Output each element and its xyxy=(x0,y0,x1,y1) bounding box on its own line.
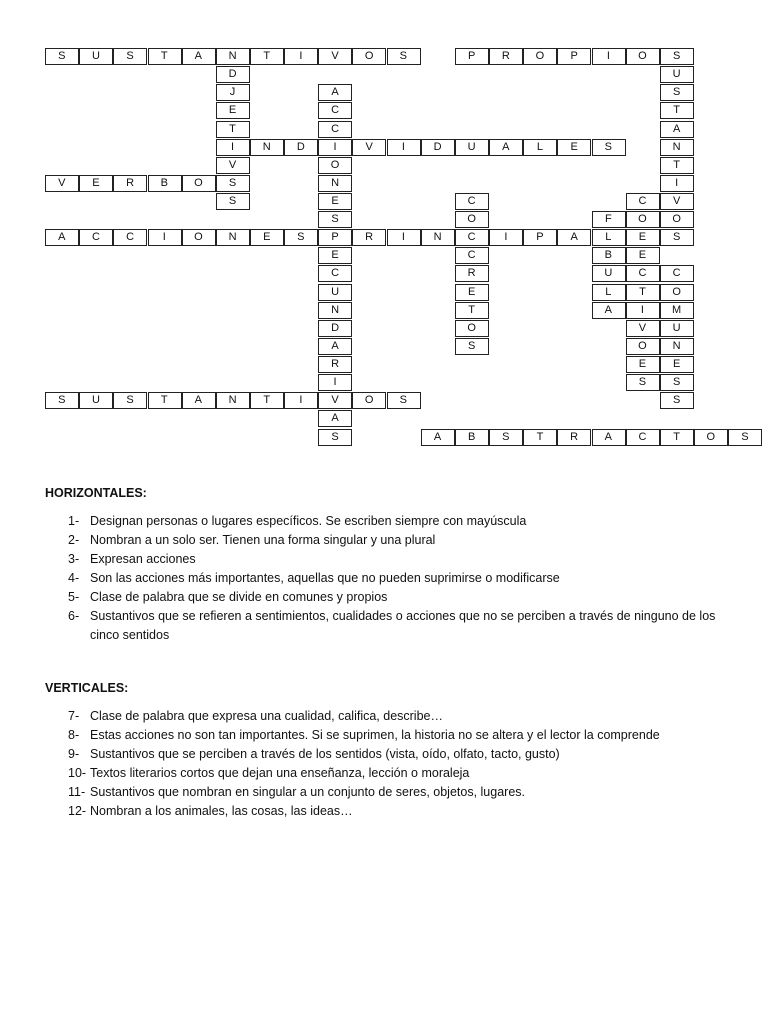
crossword-cell: E xyxy=(626,356,660,373)
crossword-cell: S xyxy=(113,48,147,65)
crossword-cell: J xyxy=(216,84,250,101)
crossword-cell: S xyxy=(728,429,762,446)
crossword-cell: S xyxy=(45,48,79,65)
clue-number: 7- xyxy=(68,709,80,723)
clue-text: Sustantivos que se refieren a sentimientos, cualidades o acciones que no se perciben a través de ninguno de los cinco sentidos xyxy=(90,609,716,642)
crossword-cell: T xyxy=(250,48,284,65)
clue-number: 2- xyxy=(68,533,80,547)
crossword-cell: S xyxy=(489,429,523,446)
clue-text: Sustantivos que nombran en singular a un conjunto de seres, objetos, lugares. xyxy=(90,785,525,799)
crossword-cell: V xyxy=(318,392,352,409)
crossword-cell: T xyxy=(148,392,182,409)
crossword-cell: S xyxy=(592,139,626,156)
clue-number: 9- xyxy=(68,747,80,761)
clue-number: 8- xyxy=(68,728,80,742)
crossword-cell: E xyxy=(250,229,284,246)
clue-number: 12- xyxy=(68,804,87,818)
crossword-cell: O xyxy=(352,48,386,65)
crossword-cell: S xyxy=(387,392,421,409)
crossword-cell: A xyxy=(182,48,216,65)
crossword-cell: E xyxy=(557,139,591,156)
crossword-cell: S xyxy=(284,229,318,246)
clue-item xyxy=(68,726,735,745)
crossword-cell: I xyxy=(148,229,182,246)
crossword-cell: U xyxy=(79,48,113,65)
crossword-cell: T xyxy=(660,102,694,119)
crossword-cell: C xyxy=(113,229,147,246)
crossword-cell: A xyxy=(421,429,455,446)
crossword-cell: N xyxy=(660,338,694,355)
crossword-cell: R xyxy=(557,429,591,446)
clue-number: 4- xyxy=(68,571,80,585)
crossword-cell: R xyxy=(455,265,489,282)
clue-text: Clase de palabra que se divide en comunes y propios xyxy=(90,590,388,604)
clue-number: 6- xyxy=(68,609,80,623)
clue-item xyxy=(68,707,735,726)
crossword-cell: S xyxy=(660,229,694,246)
crossword-cell: C xyxy=(626,265,660,282)
crossword-cell: U xyxy=(79,392,113,409)
crossword-cell: P xyxy=(455,48,489,65)
crossword-cell: E xyxy=(660,356,694,373)
crossword-cell: I xyxy=(592,48,626,65)
crossword-cell: S xyxy=(318,211,352,228)
clue-item xyxy=(68,745,735,764)
crossword-cell: O xyxy=(626,338,660,355)
crossword-cell: U xyxy=(660,320,694,337)
clue-text: Clase de palabra que expresa una cualidad, califica, describe… xyxy=(90,709,443,723)
crossword-cell: P xyxy=(318,229,352,246)
clue-item xyxy=(68,764,735,783)
crossword-cell: O xyxy=(660,211,694,228)
clue-item xyxy=(68,531,735,550)
crossword-cell: I xyxy=(216,139,250,156)
crossword-cell: I xyxy=(387,139,421,156)
crossword-cell: I xyxy=(387,229,421,246)
crossword-cell: V xyxy=(45,175,79,192)
crossword-cell: U xyxy=(455,139,489,156)
crossword-cell: S xyxy=(216,193,250,210)
crossword-cell: A xyxy=(45,229,79,246)
clue-text: Nombran a los animales, las cosas, las ideas… xyxy=(90,804,353,818)
crossword-cell: B xyxy=(455,429,489,446)
crossword-cell: E xyxy=(455,284,489,301)
crossword-cell: E xyxy=(318,247,352,264)
crossword-cell: C xyxy=(455,247,489,264)
crossword-cell: N xyxy=(421,229,455,246)
crossword-cell: C xyxy=(455,193,489,210)
clue-text: Sustantivos que se perciben a través de los sentidos (vista, oído, olfato, tacto, gusto) xyxy=(90,747,560,761)
crossword-grid xyxy=(0,0,768,443)
crossword-cell: N xyxy=(318,302,352,319)
crossword-cell: D xyxy=(284,139,318,156)
crossword-cell: I xyxy=(660,175,694,192)
clue-item xyxy=(68,607,735,645)
crossword-cell: T xyxy=(523,429,557,446)
crossword-cell: M xyxy=(660,302,694,319)
crossword-cell: V xyxy=(626,320,660,337)
crossword-cell: S xyxy=(626,374,660,391)
clue-text: Son las acciones más importantes, aquellas que no pueden suprimirse o modificarse xyxy=(90,571,560,585)
clue-item xyxy=(68,588,735,607)
crossword-cell: C xyxy=(318,102,352,119)
crossword-cell: U xyxy=(660,66,694,83)
crossword-cell: T xyxy=(455,302,489,319)
crossword-cell: V xyxy=(318,48,352,65)
crossword-cell: O xyxy=(523,48,557,65)
crossword-cell: S xyxy=(455,338,489,355)
crossword-cell: C xyxy=(455,229,489,246)
crossword-cell: N xyxy=(318,175,352,192)
clue-item xyxy=(68,512,735,531)
clue-text: Expresan acciones xyxy=(90,552,196,566)
crossword-cell: I xyxy=(318,374,352,391)
crossword-cell: C xyxy=(660,265,694,282)
crossword-cell: O xyxy=(694,429,728,446)
crossword-cell: L xyxy=(592,284,626,301)
crossword-cell: P xyxy=(523,229,557,246)
crossword-cell: F xyxy=(592,211,626,228)
crossword-cell: O xyxy=(318,157,352,174)
crossword-cell: E xyxy=(79,175,113,192)
crossword-cell: E xyxy=(626,229,660,246)
crossword-cell: L xyxy=(523,139,557,156)
crossword-cell: C xyxy=(79,229,113,246)
crossword-cell: C xyxy=(626,193,660,210)
crossword-cell: R xyxy=(352,229,386,246)
crossword-cell: V xyxy=(352,139,386,156)
clue-text: Nombran a un solo ser. Tienen una forma singular y una plural xyxy=(90,533,436,547)
crossword-cell: E xyxy=(216,102,250,119)
crossword-cell: B xyxy=(148,175,182,192)
crossword-cell: O xyxy=(626,48,660,65)
crossword-cell: O xyxy=(352,392,386,409)
crossword-cell: S xyxy=(45,392,79,409)
crossword-cell: N xyxy=(216,48,250,65)
horizontal-clue-list xyxy=(68,512,735,645)
crossword-cell: I xyxy=(284,48,318,65)
crossword-cell: T xyxy=(660,429,694,446)
crossword-cell: N xyxy=(216,229,250,246)
crossword-cell: D xyxy=(216,66,250,83)
clue-number: 11- xyxy=(68,785,86,799)
crossword-cell: A xyxy=(660,121,694,138)
crossword-cell: S xyxy=(216,175,250,192)
crossword-cell: A xyxy=(318,410,352,427)
crossword-cell: O xyxy=(455,211,489,228)
vertical-heading: VERTICALES: xyxy=(45,681,129,695)
clue-number: 5- xyxy=(68,590,80,604)
crossword-cell: S xyxy=(387,48,421,65)
crossword-cell: E xyxy=(626,247,660,264)
crossword-cell: S xyxy=(660,84,694,101)
crossword-cell: I xyxy=(284,392,318,409)
crossword-cell: B xyxy=(592,247,626,264)
crossword-cell: N xyxy=(660,139,694,156)
clue-number: 1- xyxy=(68,514,80,528)
crossword-cell: D xyxy=(421,139,455,156)
crossword-cell: O xyxy=(660,284,694,301)
clue-text: Estas acciones no son tan importantes. Si se suprimen, la historia no se altera y el lector la comprende xyxy=(90,728,660,742)
crossword-cell: P xyxy=(557,48,591,65)
clue-item xyxy=(68,802,735,821)
crossword-cell: S xyxy=(660,48,694,65)
crossword-cell: T xyxy=(216,121,250,138)
crossword-cell: R xyxy=(318,356,352,373)
horizontal-heading: HORIZONTALES: xyxy=(45,486,147,500)
crossword-cell: O xyxy=(626,211,660,228)
vertical-clue-list xyxy=(68,707,735,821)
crossword-cell: V xyxy=(216,157,250,174)
crossword-cell: S xyxy=(318,429,352,446)
crossword-cell: E xyxy=(318,193,352,210)
crossword-cell: A xyxy=(182,392,216,409)
clue-item xyxy=(68,783,735,802)
crossword-cell: A xyxy=(592,429,626,446)
crossword-cell: N xyxy=(250,139,284,156)
clue-number: 3- xyxy=(68,552,80,566)
crossword-cell: U xyxy=(592,265,626,282)
crossword-cell: N xyxy=(216,392,250,409)
crossword-cell: I xyxy=(489,229,523,246)
clue-text: Designan personas o lugares específicos. Se escriben siempre con mayúscula xyxy=(90,514,527,528)
crossword-cell: A xyxy=(592,302,626,319)
clue-item xyxy=(68,569,735,588)
crossword-cell: A xyxy=(318,338,352,355)
crossword-cell: R xyxy=(489,48,523,65)
crossword-cell: T xyxy=(148,48,182,65)
crossword-cell: O xyxy=(182,229,216,246)
crossword-cell: C xyxy=(626,429,660,446)
clue-item xyxy=(68,550,735,569)
crossword-cell: A xyxy=(318,84,352,101)
crossword-cell: L xyxy=(592,229,626,246)
crossword-cell: T xyxy=(660,157,694,174)
crossword-cell: A xyxy=(557,229,591,246)
crossword-cell: S xyxy=(660,374,694,391)
crossword-cell: V xyxy=(660,193,694,210)
clues-section xyxy=(45,484,735,821)
clue-number: 10- xyxy=(68,766,87,780)
crossword-cell: A xyxy=(489,139,523,156)
crossword-cell: O xyxy=(455,320,489,337)
crossword-cell: D xyxy=(318,320,352,337)
crossword-cell: S xyxy=(660,392,694,409)
clue-text: Textos literarios cortos que dejan una enseñanza, lección o moraleja xyxy=(90,766,470,780)
crossword-cell: S xyxy=(113,392,147,409)
crossword-cell: I xyxy=(626,302,660,319)
crossword-cell: T xyxy=(626,284,660,301)
crossword-cell: O xyxy=(182,175,216,192)
crossword-cell: C xyxy=(318,121,352,138)
crossword-cell: R xyxy=(113,175,147,192)
crossword-cell: C xyxy=(318,265,352,282)
crossword-cell: I xyxy=(318,139,352,156)
crossword-cell: U xyxy=(318,284,352,301)
crossword-cell: T xyxy=(250,392,284,409)
